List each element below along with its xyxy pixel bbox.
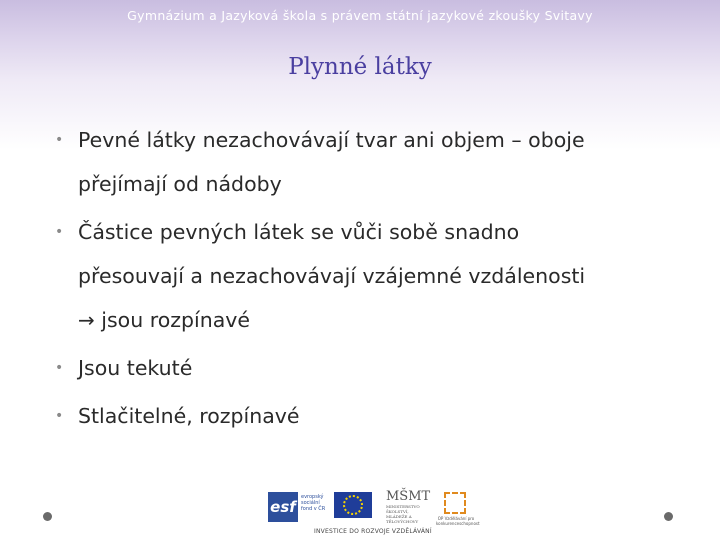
funding-logos bbox=[268, 490, 478, 538]
slide-title: Plynné látky bbox=[288, 54, 432, 80]
op-logo bbox=[436, 492, 480, 526]
bullet-list bbox=[48, 118, 698, 438]
op-text: OP Vzdělávání pro konkurenceschopnost bbox=[436, 516, 480, 526]
eu-stars-icon bbox=[343, 495, 363, 515]
arrow-text: jsou rozpínavé bbox=[101, 308, 251, 332]
bullet-item bbox=[48, 210, 698, 342]
bullet-line: Částice pevných látek se vůči sobě snadno bbox=[78, 220, 520, 244]
bullet-line: Stlačitelné, rozpínavé bbox=[78, 404, 300, 428]
bullet-line: přejímají od nádoby bbox=[78, 172, 282, 196]
bullet-dot-icon: • bbox=[55, 224, 64, 240]
esf-mark: esf bbox=[268, 492, 298, 522]
funding-tagline: INVESTICE DO ROZVOJE VZDĚLÁVÁNÍ bbox=[314, 528, 432, 535]
esf-logo bbox=[268, 492, 330, 522]
corner-dot-left bbox=[43, 512, 52, 521]
msmt-logo bbox=[386, 489, 431, 524]
bullet-dot-icon: • bbox=[55, 408, 64, 424]
bullet-line: Jsou tekuté bbox=[78, 356, 193, 380]
bullet-line: přesouvají a nezachovávají vzájemné vzdálenosti bbox=[78, 264, 586, 288]
bullet-dot-icon: • bbox=[55, 132, 64, 148]
bullet-item bbox=[48, 394, 698, 438]
eu-flag-logo bbox=[334, 492, 372, 518]
bullet-line: Pevné látky nezachovávají tvar ani objem – oboje bbox=[78, 128, 585, 152]
bullet-item bbox=[48, 346, 698, 390]
msmt-mark: MŠMT bbox=[386, 489, 431, 504]
bullet-item bbox=[48, 118, 698, 206]
right-arrow-icon: → bbox=[78, 308, 95, 332]
esf-text: evropský sociální fond v ČR bbox=[301, 494, 326, 512]
corner-dot-right bbox=[664, 512, 673, 521]
bullet-arrow-line bbox=[78, 298, 698, 342]
school-header: Gymnázium a Jazyková škola s právem státní jazykové zkoušky Svitavy bbox=[127, 8, 593, 23]
msmt-text: MINISTERSTVO ŠKOLSTVÍ, MLÁDEŽE A TĚLOVÝCHOVY bbox=[386, 504, 420, 524]
bullet-dot-icon: • bbox=[55, 360, 64, 376]
op-ring-icon bbox=[444, 492, 466, 514]
